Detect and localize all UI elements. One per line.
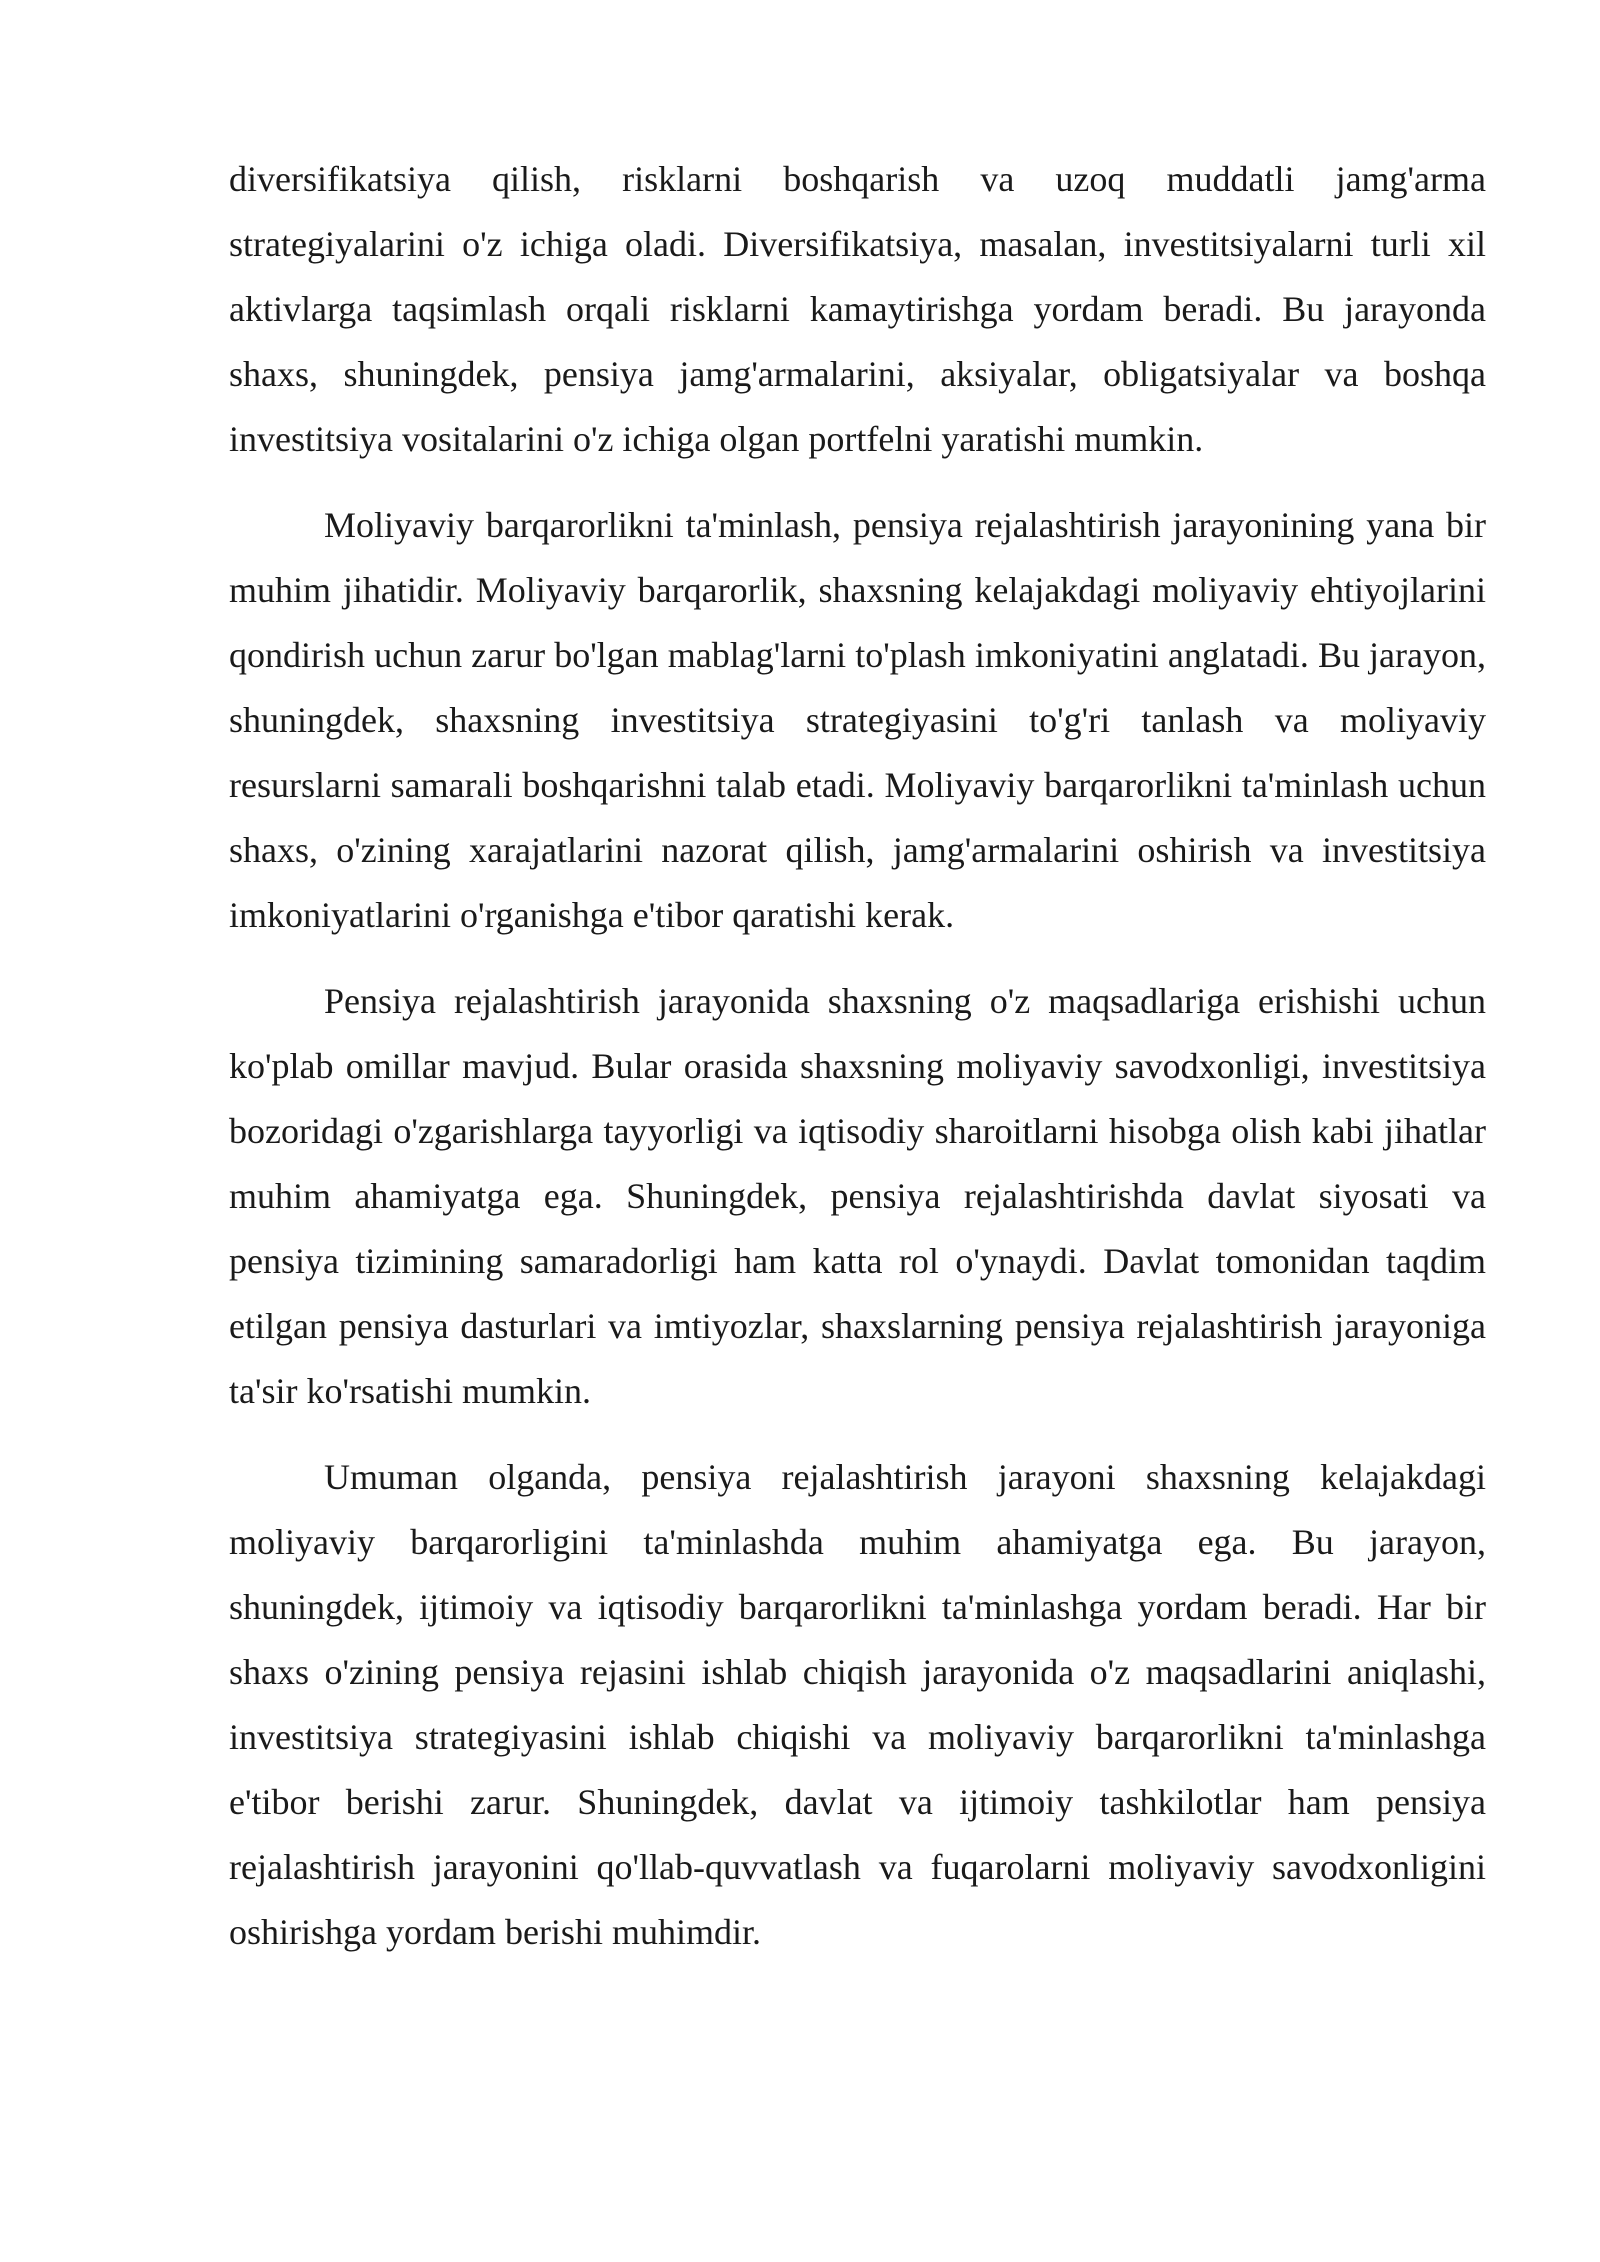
- document-body: [229, 147, 1486, 1986]
- paragraph-1: diversifikatsiya qilish, risklarni boshqarish va uzoq muddatli jamg'arma strategiyalarini o'z ichiga oladi. Diversifikatsiya, masalan, investitsiyalarni turli xil aktivlarga taqsimlash orqali risklarni kamaytirishga yordam beradi. Bu jarayonda shaxs, shuningdek, pensiya jamg'armalarini, aksiyalar, obligatsiyalar va boshqa investitsiya vositalarini o'z ichiga olgan portfelni yaratishi mumkin.: [229, 159, 1486, 459]
- paragraph-4: Umuman olganda, pensiya rejalashtirish jarayoni shaxsning kelajakdagi moliyaviy barqarorligini ta'minlashda muhim ahamiyatga ega. Bu jarayon, shuningdek, ijtimoiy va iqtisodiy barqarorlikni ta'minlashga yordam beradi. Har bir shaxs o'zining pensiya rejasini ishlab chiqish jarayonida o'z maqsadlarini aniqlashi, investitsiya strategiyasini ishlab chiqishi va moliyaviy barqarorlikni ta'minlashga e'tibor berishi zarur. Shuningdek, davlat va ijtimoiy tashkilotlar ham pensiya rejalashtirish jarayonini qo'llab-quvvatlash va fuqarolarni moliyaviy savodxonligini oshirishga yordam berishi muhimdir.: [229, 1457, 1486, 1952]
- paragraph-2: Moliyaviy barqarorlikni ta'minlash, pensiya rejalashtirish jarayonining yana bir muhim jihatidir. Moliyaviy barqarorlik, shaxsning kelajakdagi moliyaviy ehtiyojlarini qondirish uchun zarur bo'lgan mablag'larni to'plash imkoniyatini anglatadi. Bu jarayon, shuningdek, shaxsning investitsiya strategiyasini to'g'ri tanlash va moliyaviy resurslarni samarali boshqarishni talab etadi. Moliyaviy barqarorlikni ta'minlash uchun shaxs, o'zining xarajatlarini nazorat qilish, jamg'armalarini oshirish va investitsiya imkoniyatlarini o'rganishga e'tibor qaratishi kerak.: [229, 505, 1486, 935]
- paragraph-3: Pensiya rejalashtirish jarayonida shaxsning o'z maqsadlariga erishishi uchun ko'plab omillar mavjud. Bular orasida shaxsning moliyaviy savodxonligi, investitsiya bozoridagi o'zgarishlarga tayyorligi va iqtisodiy sharoitlarni hisobga olish kabi jihatlar muhim ahamiyatga ega. Shuningdek, pensiya rejalashtirishda davlat siyosati va pensiya tizimining samaradorligi ham katta rol o'ynaydi. Davlat tomonidan taqdim etilgan pensiya dasturlari va imtiyozlar, shaxslarning pensiya rejalashtirish jarayoniga ta'sir ko'rsatishi mumkin.: [229, 981, 1486, 1411]
